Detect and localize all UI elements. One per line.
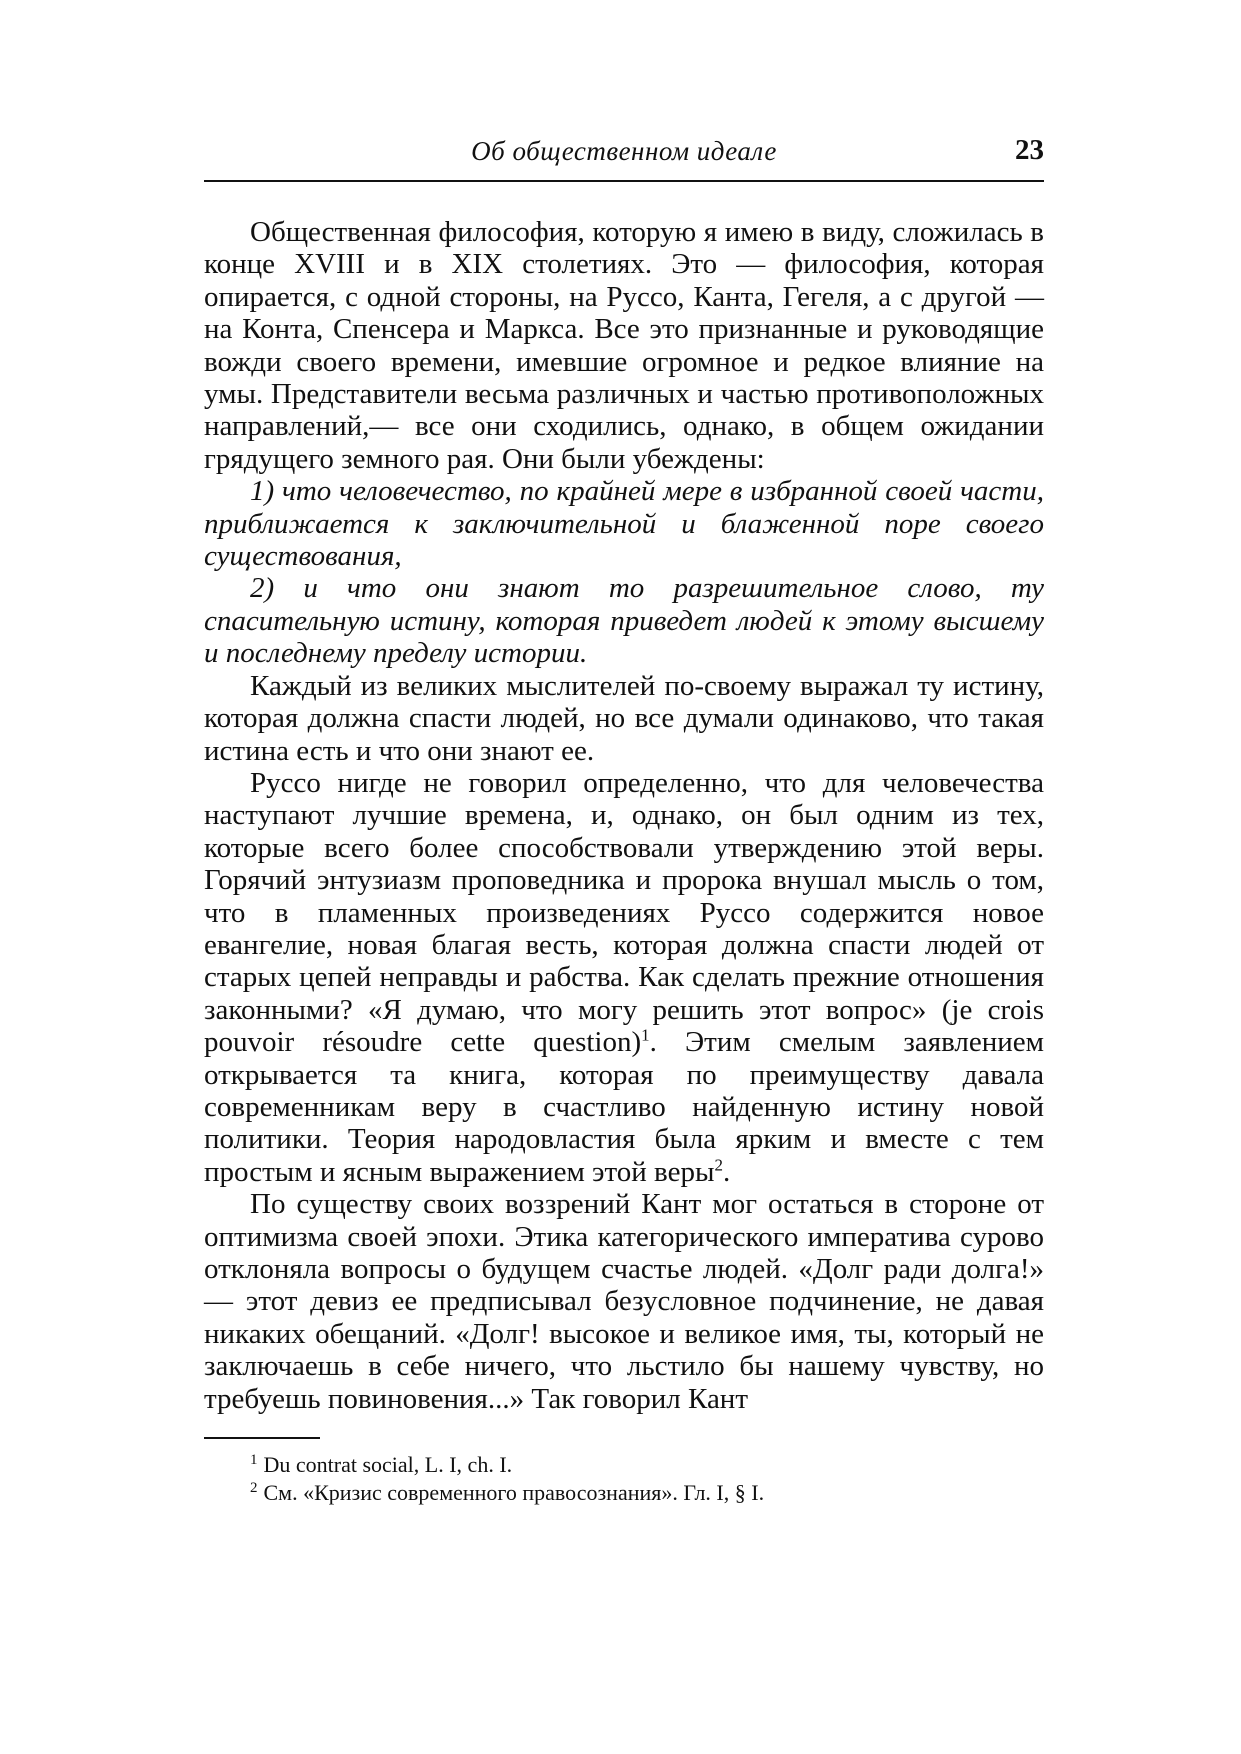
body-text [204,216,1044,1415]
footnote-2-text: См. «Кризис современного правосознания». Гл. I, § I. [263,1480,765,1506]
page-number: 23 [1015,134,1044,166]
footnote-ref-1[interactable]: 1 [641,1025,650,1045]
paragraph-5 [204,767,1044,1188]
footnote-1-text: Du contrat social, L. I, ch. I. [263,1452,513,1478]
footnote-rule [204,1437,320,1439]
footnote-2 [204,1479,1044,1507]
paragraph-3: 2) и что они знают то разрешительное слово, ту спасительную истину, которая приведет людей к этому высшему и последнему пределу истории. [204,572,1044,670]
paragraph-5-part-3: . [722,1155,731,1188]
paragraph-5-part-1: Руссо нигде не говорил определенно, что для человечества наступают лучшие времена, и, однако, он был одним из тех, которые всего более способствовали утверждению этой веры. Горячий энтузиазм проповедника и пророка внушал мысль о том, что в пламенных произведениях Руссо содержится новое евангелие, новая благая весть, которая должна спасти людей от старых цепей неправды и рабства. Как сделать прежние отношения законными? «Я думаю, что могу решить этот вопрос» (je crois pouvoir résoudre cette question) [204,766,1044,1059]
footnotes [204,1451,1044,1507]
paragraph-6: По существу своих воззрений Кант мог остаться в стороне от оптимизма своей эпохи. Этика категорического императива сурово отклоняла вопросы о будущем счастье людей. «Долг ради долга!» — этот девиз ее предписывал безусловное подчинение, не давая никаких обещаний. «Долг! высокое и великое имя, ты, который не заключаешь в себе ничего, что льстило бы нашему чувству, но требуешь повиновения...» Так говорил Кант [204,1188,1044,1415]
paragraph-4: Каждый из великих мыслителей по-своему выражал ту истину, которая должна спасти людей, но все думали одинаково, что такая истина есть и что они знают ее. [204,669,1044,767]
footnote-ref-2[interactable]: 2 [714,1155,723,1175]
running-title: Об общественном идеале [471,136,777,166]
header-rule [204,180,1044,182]
footnote-1 [204,1451,1044,1479]
footnote-1-mark: 1 [250,1451,258,1468]
paragraph-1: Общественная философия, которую я имею в виду, сложилась в конце XVIII и в XIX столетиях. Это — философия, которая опирается, с одной стороны, на Руссо, Канта, Гегеля, а с другой — на Конта, Спенсера и Маркса. Все это признанные и руководящие вожди своего времени, имевшие огромное и редкое влияние на умы. Представители весьма различных и частью противоположных направлений,— все они сходились, однако, в общем ожидании грядущего земного рая. Они были убеждены: [204,216,1044,475]
footnote-2-mark: 2 [250,1479,258,1496]
running-head [204,132,1044,176]
paragraph-2: 1) что человечество, по крайней мере в избранной своей части, приближается к заключительной и блаженной поре своего существования, [204,475,1044,573]
paragraph-5-part-2: . Этим смелым заявлением открывается та книга, которая по преимуществу давала современникам веру в счастливо найденную истину новой политики. Теория народовластия была ярким и вместе с тем простым и ясным выражением этой веры [204,1026,1044,1188]
book-page [204,132,1044,1507]
